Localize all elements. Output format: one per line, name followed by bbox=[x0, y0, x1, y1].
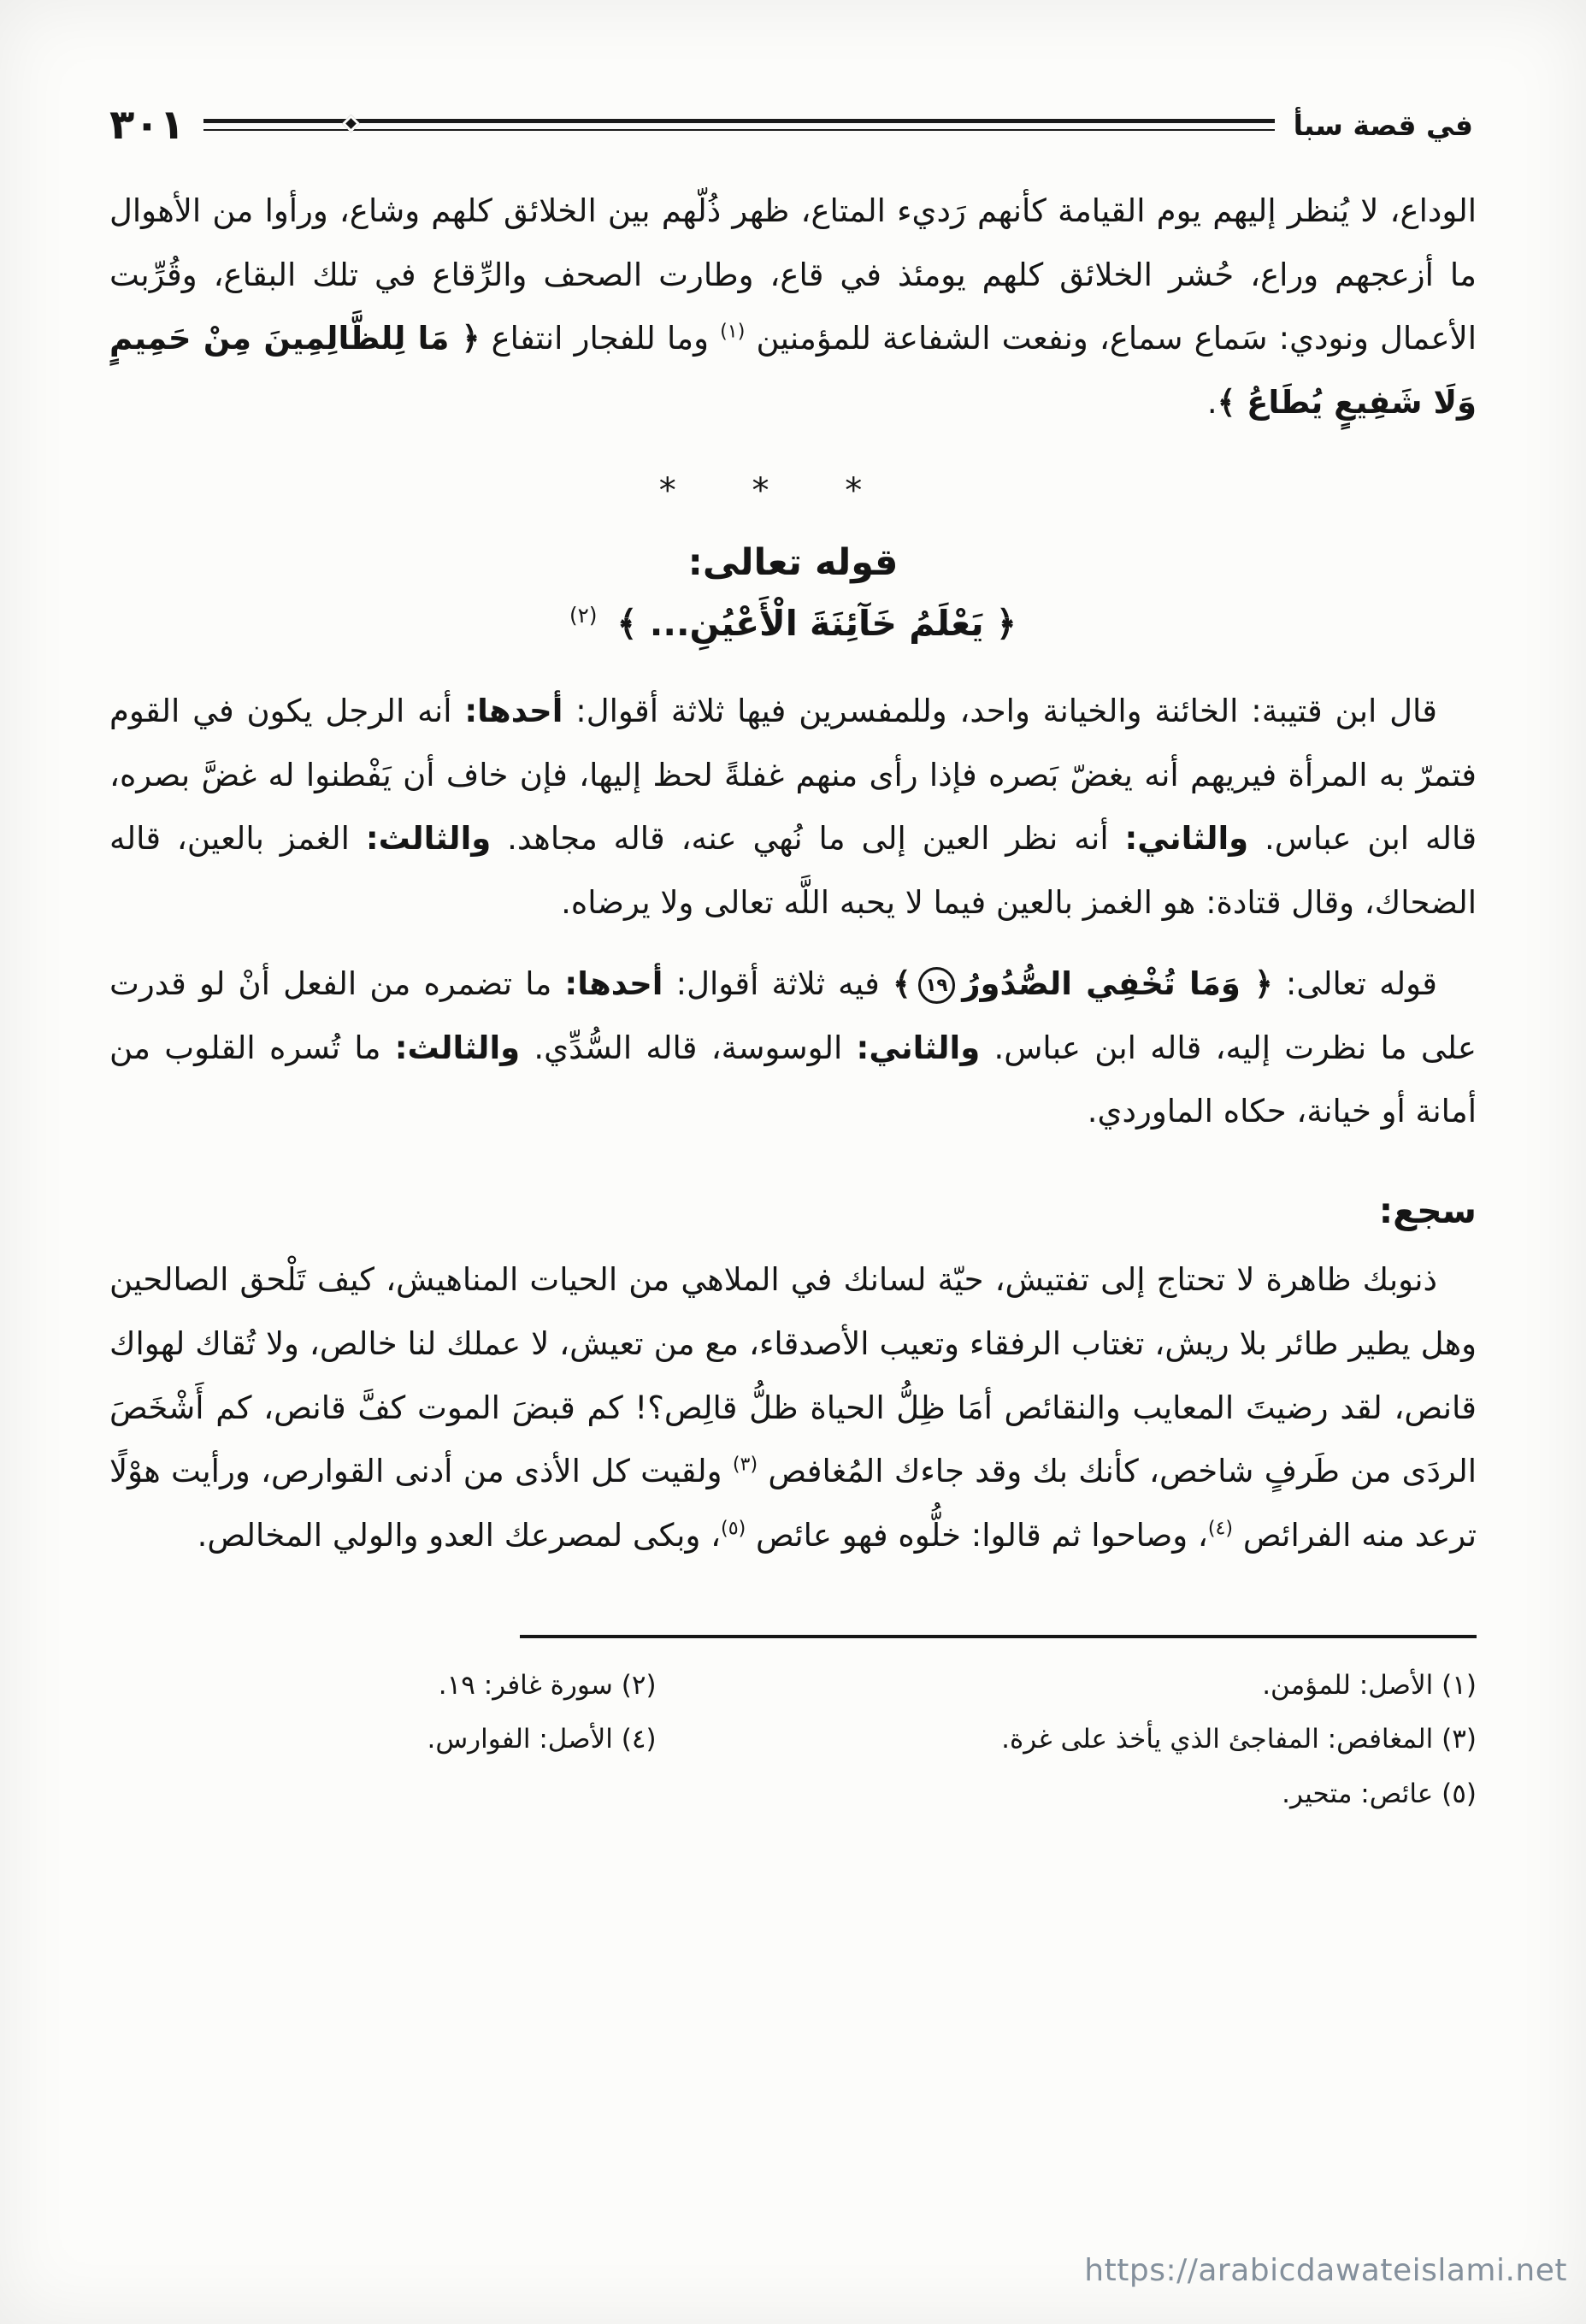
bold-term: والثاني: bbox=[1124, 820, 1249, 858]
quran-verse-line bbox=[109, 603, 1477, 644]
ayah-number-badge: ١٩ bbox=[918, 967, 956, 1005]
text-run: ، وبكى لمصرعك العدو والولي المخالص. bbox=[197, 1517, 722, 1554]
text-run: ذنوبك ظاهرة لا تحتاج إلى تفتيش، حيّة لسانك في الملاهي من الحيات المناهيش، كيف تَلْحق الصالحين وهل يطير طائر بلا ريش، تغتاب الرفقاء وتعيب الأصدقاء، مع من تعيش، لا عملك لنا خالص، ولا تُقاك لهواك قانص، لقد رضيتَ المعايب والنقائص أمَا ظِلُّ الحياة ظلُّ قالِص؟! كم قبضَ الموت كفَّ قانص، كم أَشْخَصَ الردَى من طَرفٍ شاخص، كأنك بك وقد جاءك المُغافص bbox=[109, 1261, 1477, 1490]
footnotes-left-column bbox=[109, 1659, 657, 1822]
heading-saj: سجع: bbox=[1378, 1190, 1477, 1232]
bold-term: أحدها: bbox=[564, 964, 663, 1002]
verse-footnote-marker: (٢) bbox=[569, 603, 598, 628]
bold-term: أحدها: bbox=[464, 692, 563, 729]
quran-quote: ﴾ bbox=[892, 964, 911, 1002]
text-run: ولقيت كل الأذى من أدنى القوارص، ورأيت هوْلًا ترعد منه الفرائص bbox=[109, 1453, 1477, 1554]
text-run: فيه ثلاثة أقوال: bbox=[663, 964, 893, 1002]
page-header bbox=[109, 101, 1477, 149]
paragraph-tafsir-sudur bbox=[109, 953, 1477, 1144]
footnote-marker: (٣) bbox=[732, 1453, 758, 1476]
quran-verse-text: ﴿ يَعْلَمُ خَآئِنَةَ الْأَعْيُنِ... ﴾ bbox=[616, 602, 1017, 644]
bold-term: والثاني: bbox=[856, 1029, 981, 1066]
footnote-marker: (٤) bbox=[1207, 1517, 1234, 1540]
paragraph-continuation bbox=[109, 180, 1477, 435]
footnote-marker: (١) bbox=[720, 321, 746, 344]
page-number: ٣٠١ bbox=[109, 101, 185, 149]
text-run: الوسوسة، قاله السُّدِّي. bbox=[520, 1029, 857, 1066]
footnote: (٢) سورة غافر: ١٩. bbox=[438, 1669, 657, 1701]
bold-term: والثالث: bbox=[365, 820, 492, 858]
text-run: قوله تعالى: bbox=[1272, 964, 1437, 1002]
text-run: ما تُسره القلوب من أمانة أو خيانة، حكاه الماوردي. bbox=[109, 1029, 1477, 1130]
section-separator-stars: * * * bbox=[658, 470, 895, 510]
text-run: قال ابن قتيبة: الخائنة والخيانة واحد، وللمفسرين فيها ثلاثة أقوال: bbox=[563, 692, 1437, 729]
footnote-separator-line bbox=[520, 1635, 1477, 1638]
text-run: الوداع، لا يُنظر إليهم يوم القيامة كأنهم رَديء المتاع، ظهر ذُلّهم بين الخلائق كلهم وشاع، ورأوا من الأهوال ما أزعجهم وراع، حُشر الخلائق كلهم يومئذ في قاع، وطارت الصحف والرِّقاع في تلك البقاع، وقُرِّبت الأعمال ونودي: سَماع سماع، ونفعت الشفاعة للمؤمنين bbox=[109, 192, 1477, 357]
text-run: الغمز بالعين، قاله الضحاك، وقال قتادة: هو الغمز بالعين فيما لا يحبه اللَّه تعالى ولا يرضاه. bbox=[109, 820, 1477, 922]
footnotes-section bbox=[109, 1635, 1477, 1822]
text-run: أنه الرجل يكون في القوم فتمرّ به المرأة فيريهم أنه يغضّ بَصره فإذا رأى منهم غفلةً لحظ إليها، فإن خاف أن يَفْطنوا له غضَّ بصره، قاله ابن عباس. bbox=[109, 692, 1477, 858]
text-run: وما للفجار انتفاع bbox=[480, 320, 721, 357]
section-title: في قصة سبأ bbox=[1293, 108, 1473, 142]
paragraph-saj bbox=[109, 1248, 1477, 1568]
watermark-url: https://arabicdawateislami.net bbox=[1084, 2253, 1567, 2288]
heading-qawluhu-taala: قوله تعالى: bbox=[687, 540, 899, 584]
footnote: (٥) عائص: متحير. bbox=[1282, 1778, 1477, 1809]
bold-term: والثالث: bbox=[394, 1029, 521, 1066]
text-run: أنه نظر العين إلى ما نُهي عنه، قاله مجاهد. bbox=[491, 820, 1125, 858]
footnote: (٣) المغافص: المفاجئ الذي يأخذ على غرة. bbox=[1001, 1724, 1477, 1755]
quran-quote: ﴿ وَمَا تُخْفِي الصُّدُورُ bbox=[962, 964, 1273, 1002]
page-body bbox=[109, 180, 1477, 1568]
footnote-columns bbox=[109, 1659, 1477, 1822]
footnote: (١) الأصل: للمؤمن. bbox=[1262, 1669, 1477, 1701]
paragraph-tafsir-khainat bbox=[109, 680, 1477, 935]
text-run: ما تضمره من الفعل أنْ لو قدرت على ما نظرت إليه، قاله ابن عباس. bbox=[109, 964, 1477, 1066]
header-rule-ornament-icon bbox=[342, 115, 360, 133]
quran-quote: ﴿ مَا لِلظَّالِمِينَ مِنْ حَمِيمٍ وَلَا شَفِيعٍ يُطَاعُ ﴾ bbox=[109, 320, 1477, 422]
footnote-marker: (٥) bbox=[721, 1517, 746, 1540]
footnotes-right-column bbox=[657, 1659, 1477, 1822]
header-rule bbox=[203, 119, 1275, 131]
text-run: . bbox=[1206, 384, 1218, 422]
text-run: ، وصاحوا ثم قالوا: خلُّوه فهو عائص bbox=[746, 1517, 1208, 1554]
footnote: (٤) الأصل: الفوارس. bbox=[427, 1724, 657, 1755]
